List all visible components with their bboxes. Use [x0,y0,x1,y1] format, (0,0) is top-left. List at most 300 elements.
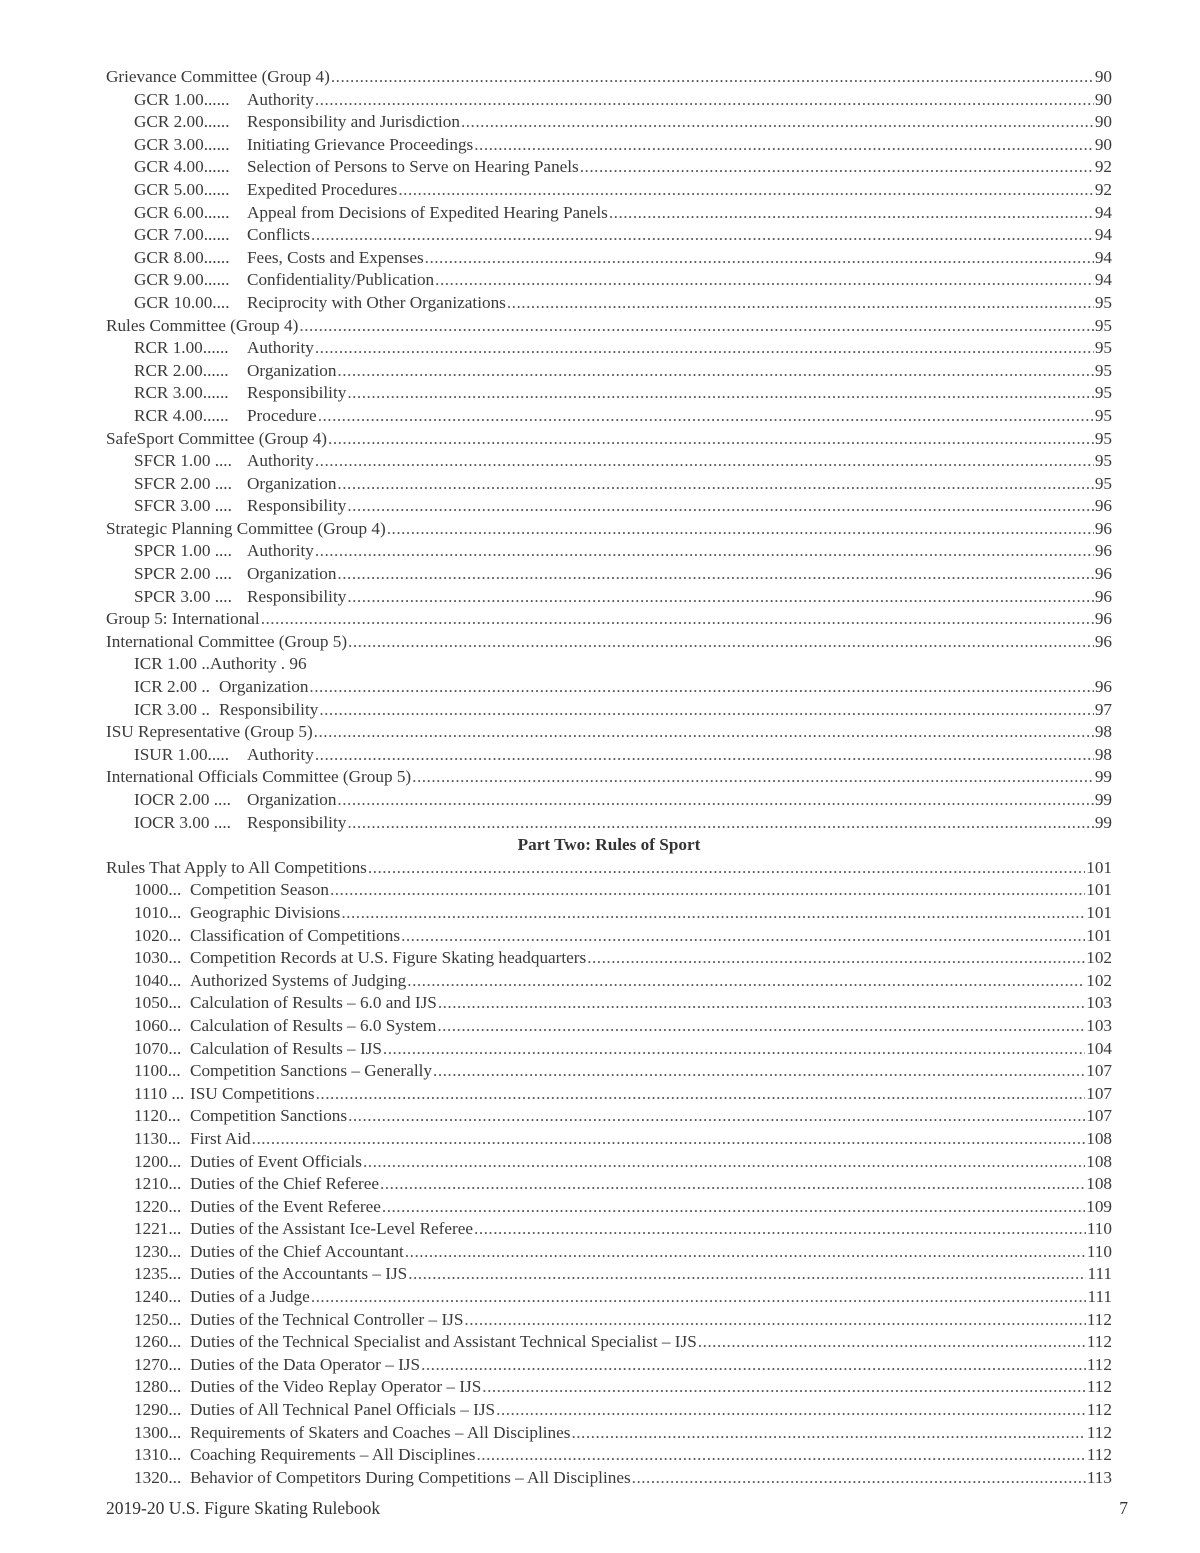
toc-rule-entry[interactable] [106,89,1112,112]
toc-entry-title: Confidentiality/Publication [247,270,435,290]
toc-page-number: 95 [1094,428,1112,448]
toc-entry-title: Authority [247,89,314,109]
toc-rule-entry[interactable] [106,879,1112,902]
dot-leader [330,879,1085,902]
toc-entry-title: International Committee (Group 5) [106,631,348,651]
toc-page-number: . 96 [280,654,307,674]
toc-rule-code: SFCR 1.00 .... [134,451,232,471]
toc-page-number: 95 [1094,383,1112,403]
toc-entry-title: Authority [247,541,314,561]
toc-page-number: 97 [1094,699,1112,719]
toc-rule-code: GCR 2.00...... [134,112,230,132]
dot-leader [315,540,1094,563]
dot-leader [412,766,1094,789]
dot-leader [337,789,1093,812]
toc-rule-entry[interactable] [106,1218,1112,1241]
toc-page-number: 98 [1094,744,1112,764]
toc-entry-title: Organization [247,360,337,380]
toc-entry-title: Competition Season [190,880,329,900]
toc-rule-code: SPCR 3.00 .... [134,586,232,606]
dot-leader [261,608,1094,631]
toc-page-number: 101 [1086,925,1112,945]
toc-rule-code: ISUR 1.00..... [134,744,230,764]
toc-page-number: 113 [1086,1467,1112,1487]
toc-rule-entry[interactable] [106,382,1112,405]
dot-leader [347,495,1093,518]
dot-leader [507,292,1094,315]
toc-page-number: 96 [1094,631,1112,651]
toc-rule-code: 1270... [134,1354,182,1374]
toc-rule-entry[interactable] [106,563,1112,586]
toc-rule-entry[interactable] [106,1399,1112,1422]
dot-leader [319,699,1093,722]
dot-leader [315,450,1094,473]
dot-leader [405,1241,1086,1264]
toc-page-number: 94 [1094,225,1112,245]
toc-rule-code: 1200... [134,1151,182,1171]
toc-rule-entry[interactable] [106,1241,1112,1264]
dot-leader [496,1399,1086,1422]
toc-rule-entry[interactable] [106,1354,1112,1377]
toc-entry-title: Initiating Grievance Proceedings [247,134,474,154]
toc-rule-entry[interactable] [106,111,1112,134]
toc-rule-entry[interactable] [106,902,1112,925]
toc-entry-title: Calculation of Results – 6.0 and IJS [190,993,437,1013]
toc-rule-entry[interactable] [106,1015,1112,1038]
toc-rule-code: SPCR 1.00 .... [134,541,232,561]
toc-rule-code: RCR 3.00...... [134,383,229,403]
toc-rule-entry[interactable] [106,812,1112,835]
toc-page-number: 101 [1086,857,1112,877]
toc-page-number: 92 [1094,179,1112,199]
toc-page-number: 96 [1094,609,1112,629]
toc-entry-title: Organization [247,473,337,493]
dot-leader [632,1467,1086,1490]
dot-leader [571,1422,1085,1445]
toc-rule-entry[interactable] [106,1422,1112,1445]
dot-leader [425,247,1094,270]
toc-rule-entry[interactable] [106,653,1112,676]
toc-entry-title: Authority [247,338,314,358]
dot-leader [401,925,1085,948]
toc-entry-title: Duties of the Technical Specialist and Assistant Technical Specialist – IJS [190,1332,697,1352]
toc-entry-title: Competition Records at U.S. Figure Skating headquarters [190,948,587,968]
toc-page-number: 96 [1094,496,1112,516]
toc-entry-title: Duties of the Event Referee [190,1196,381,1216]
toc-entry-title: Authority [209,654,277,674]
toc-entry-title: Duties of the Technical Controller – IJS [190,1309,464,1329]
dot-leader [380,1173,1085,1196]
toc-entry-title: Group 5: International [106,609,260,629]
toc-page-number: 101 [1086,902,1112,922]
dot-leader [464,1309,1085,1332]
toc-rule-code: RCR 1.00...... [134,338,229,358]
dot-leader [363,1151,1085,1174]
toc-entry-title: Conflicts [247,225,311,245]
dot-leader [461,111,1094,134]
toc-page-number: 112 [1086,1332,1112,1352]
toc-rule-code: 1280... [134,1377,182,1397]
toc-rule-code: IOCR 3.00 .... [134,812,231,832]
toc-section-entry[interactable] [106,608,1112,631]
toc-section-entry[interactable] [106,66,1112,89]
toc-entry-title: Organization [247,790,337,809]
dot-leader [318,405,1094,428]
toc-page-number: 96 [1094,677,1112,697]
dot-leader [382,1196,1085,1219]
toc-rule-entry[interactable] [106,1105,1112,1128]
toc-page-number: 96 [1094,586,1112,606]
dot-leader [315,744,1094,767]
toc-rule-code: GCR 4.00...... [134,157,230,177]
toc-entry-title: Responsibility [247,812,347,832]
dot-leader [482,1376,1086,1399]
toc-page-number: 95 [1094,405,1112,425]
toc-section-entry[interactable] [106,518,1112,541]
dot-leader [347,812,1093,835]
toc-entry-title: Duties of Event Officials [190,1151,362,1171]
dot-leader [408,1263,1086,1286]
dot-leader [474,134,1094,157]
toc-rule-code: RCR 2.00...... [134,360,229,380]
dot-leader [252,1128,1086,1151]
toc-entry-title: Procedure [247,405,317,425]
toc-page-number: 104 [1086,1038,1112,1058]
toc-rule-code: 1310... [134,1445,182,1465]
toc-rule-entry[interactable] [106,1263,1112,1286]
toc-entry-title: Fees, Costs and Expenses [247,247,424,267]
toc-rule-entry[interactable] [106,224,1112,247]
toc-entry-title: ISU Competitions [190,1083,315,1103]
toc-page-number: 112 [1086,1422,1112,1442]
toc-page-number: 95 [1094,315,1112,335]
toc-rule-entry[interactable] [106,1151,1112,1174]
toc-section-entry[interactable] [106,631,1112,654]
toc-page-number: 94 [1094,247,1112,267]
dot-leader [368,857,1085,880]
toc-rule-entry[interactable] [106,292,1112,315]
dot-leader [398,179,1093,202]
toc-entry-title: Behavior of Competitors During Competitions – All Disciplines [190,1467,631,1487]
toc-entry-title: Grievance Committee (Group 4) [106,67,330,86]
toc-rule-code: 1235... [134,1264,182,1284]
toc-rule-code: 1110 ... [134,1083,185,1103]
toc-page-number: 90 [1094,134,1112,154]
toc-rule-code: ICR 1.00 .. [134,654,210,674]
toc-page-number: 112 [1086,1309,1112,1329]
toc-rule-entry[interactable] [106,1376,1112,1399]
toc-entry-title: International Officials Committee (Group 5) [106,767,412,787]
dot-leader [609,202,1094,225]
toc-rule-code: IOCR 2.00 .... [134,790,231,809]
toc-rule-code: GCR 6.00...... [134,202,230,222]
toc-page-number: 95 [1094,473,1112,493]
toc-rule-entry[interactable] [106,202,1112,225]
toc-entry-title: Rules That Apply to All Competitions [106,857,367,877]
toc-entry-title: Reciprocity with Other Organizations [247,292,506,312]
toc-page-number: 112 [1086,1377,1112,1397]
toc-entry-title: Rules Committee (Group 4) [106,315,299,335]
toc-entry-title: Selection of Persons to Serve on Hearing Panels [247,157,579,177]
toc-rule-code: 1320... [134,1467,182,1487]
toc-rule-code: RCR 4.00...... [134,405,229,425]
toc-page-number: 96 [1094,518,1112,538]
dot-leader [698,1331,1086,1354]
toc-section-entry[interactable] [106,428,1112,451]
toc-page-number: 92 [1094,157,1112,177]
toc-rule-code: ICR 3.00 .. [134,699,210,719]
dot-leader [315,337,1094,360]
toc-rule-entry[interactable] [106,699,1112,722]
toc-rule-code: 1300... [134,1422,182,1442]
toc-rule-code: 1060... [134,1015,182,1035]
toc-rule-entry[interactable] [106,947,1112,970]
dot-leader [383,1038,1085,1061]
toc-page-number: 99 [1094,790,1112,809]
toc-rule-code: SFCR 2.00 .... [134,473,232,493]
dot-leader [435,269,1094,292]
toc-rule-entry[interactable] [106,744,1112,767]
toc-page-number: 103 [1086,1015,1112,1035]
toc-entry-title: Calculation of Results – IJS [190,1038,382,1058]
toc-page-number: 95 [1094,338,1112,358]
toc-entry-title: Duties of the Assistant Ice-Level Referee [190,1219,474,1239]
dot-leader [348,631,1094,654]
dot-leader [421,1354,1086,1377]
toc-rule-code: 1070... [134,1038,182,1058]
toc-rule-entry[interactable] [106,1309,1112,1332]
toc-page-number: 103 [1086,993,1112,1013]
toc-entry-title: Duties of the Chief Accountant [190,1241,404,1261]
toc-entry-title: Duties of the Data Operator – IJS [190,1354,421,1374]
toc-entry-title: Duties of a Judge [190,1287,310,1307]
toc-rule-code: ICR 2.00 .. [134,677,210,697]
toc-entry-title: Authorized Systems of Judging [190,970,407,990]
toc-page-number: 108 [1086,1151,1112,1171]
toc-rule-code: 1040... [134,970,182,990]
toc-rule-code: 1220... [134,1196,182,1216]
toc-rule-code: GCR 1.00...... [134,89,230,109]
toc-page-number: 107 [1086,1083,1112,1103]
toc-rule-entry[interactable] [106,179,1112,202]
toc-rule-entry[interactable] [106,405,1112,428]
toc-entry-title: Strategic Planning Committee (Group 4) [106,518,386,538]
toc-page-number: 96 [1094,564,1112,584]
toc-rule-entry[interactable] [106,789,1112,812]
toc-rules-of-sport-list [106,857,1112,1490]
toc-section-entry[interactable] [106,721,1112,744]
toc-page-number: 95 [1094,292,1112,312]
toc-rule-entry[interactable] [106,134,1112,157]
toc-page-number: 111 [1087,1287,1112,1307]
toc-page-number: 112 [1086,1400,1112,1420]
toc-rule-entry[interactable] [106,1286,1112,1309]
dot-leader [347,586,1093,609]
dot-leader [328,428,1094,451]
toc-entry-title: ISU Representative (Group 5) [106,722,313,742]
toc-rule-code: 1000... [134,880,182,900]
toc-rule-code: 1010... [134,902,182,922]
toc-page-number: 96 [1094,541,1112,561]
toc-section-entry[interactable] [106,766,1112,789]
toc-page-number: 112 [1086,1354,1112,1374]
toc-rule-entry[interactable] [106,992,1112,1015]
toc-rule-entry[interactable] [106,156,1112,179]
page-footer [106,1498,1128,1519]
toc-rule-entry[interactable] [106,676,1112,699]
toc-rule-entry[interactable] [106,540,1112,563]
toc-entry-title: Competition Sanctions – Generally [190,1061,433,1081]
toc-rule-code: GCR 10.00.... [134,292,230,312]
toc-page-number: 99 [1094,812,1112,832]
toc-entry-title: Competition Sanctions [190,1106,348,1126]
dot-leader [315,89,1094,112]
dot-leader [587,947,1085,970]
toc-rule-entry[interactable] [106,495,1112,518]
toc-rule-code: GCR 9.00...... [134,270,230,290]
toc-entry-title: Authority [247,744,314,764]
toc-entry-title: Responsibility and Jurisdiction [247,112,460,132]
toc-rule-code: GCR 3.00...... [134,134,230,154]
toc-entry-title: First Aid [190,1128,251,1148]
toc-page-number: 95 [1094,360,1112,380]
toc-rule-entry[interactable] [106,1083,1112,1106]
toc-group-4-5-list [106,66,1112,834]
toc-rule-entry[interactable] [106,1038,1112,1061]
toc-entry-title: Expedited Procedures [247,179,398,199]
toc-rule-entry[interactable] [106,1331,1112,1354]
dot-leader [299,315,1093,338]
toc-rule-code: 1030... [134,948,182,968]
dot-leader [348,1105,1085,1128]
toc-rule-entry[interactable] [106,1060,1112,1083]
dot-leader [331,66,1094,89]
toc-rule-code: GCR 7.00...... [134,225,230,245]
toc-entry-title: Duties of the Chief Referee [190,1174,379,1194]
toc-entry-title: Duties of All Technical Panel Officials – IJS [190,1400,496,1420]
dot-leader [309,676,1093,699]
dot-leader [387,518,1094,541]
toc-page-number: 107 [1086,1061,1112,1081]
toc-page-number: 102 [1086,970,1112,990]
toc-rule-code: GCR 8.00...... [134,247,230,267]
toc-rule-entry[interactable] [106,970,1112,993]
toc-page-number: 90 [1094,112,1112,132]
toc-entry-title: Responsibility [247,586,347,606]
toc-rule-code: 1221... [134,1219,182,1239]
toc-rule-code: 1020... [134,925,182,945]
toc-rule-entry[interactable] [106,450,1112,473]
toc-rule-code: 1100... [134,1061,181,1081]
toc-page-number: 94 [1094,202,1112,222]
toc-section-entry[interactable] [106,857,1112,880]
toc-entry-title: Responsibility [247,496,347,516]
dot-leader [337,360,1093,383]
toc-entry-title: Responsibility [219,699,319,719]
toc-entry-title: Coaching Requirements – All Disciplines [190,1445,476,1465]
toc-rule-entry[interactable] [106,269,1112,292]
toc-rule-code: 1130... [134,1128,181,1148]
toc-rule-code: 1120... [134,1106,181,1126]
toc-page-number: 110 [1086,1241,1112,1261]
toc-entry-title: Responsibility [247,383,347,403]
toc-rule-entry[interactable] [106,1467,1112,1490]
toc-entry-title: Authority [247,451,314,471]
toc-entry-title: SafeSport Committee (Group 4) [106,428,328,448]
toc-page-number: 99 [1094,767,1112,787]
toc-page-number: 107 [1086,1106,1112,1126]
footer-page-number: 7 [1119,1498,1128,1518]
dot-leader [337,473,1093,496]
toc-page-number: 108 [1086,1174,1112,1194]
toc-rule-entry[interactable] [106,925,1112,948]
toc-page-number: 90 [1094,89,1112,109]
toc-rule-code: 1260... [134,1332,182,1352]
dot-leader [337,563,1093,586]
toc-page-number: 101 [1086,880,1112,900]
toc-page-number: 95 [1094,451,1112,471]
toc-entry-title: Classification of Competitions [190,925,401,945]
dot-leader [347,382,1093,405]
toc-rule-entry[interactable] [106,1128,1112,1151]
footer-book-title: 2019-20 U.S. Figure Skating Rulebook [106,1498,381,1518]
toc-rule-code: SFCR 3.00 .... [134,496,232,516]
toc-rule-code: 1290... [134,1400,182,1420]
toc-rule-code: SPCR 2.00 .... [134,564,232,584]
toc-page-number: 109 [1086,1196,1112,1216]
toc-rule-entry[interactable] [106,360,1112,383]
dot-leader [316,1083,1086,1106]
toc-rule-entry[interactable] [106,1444,1112,1467]
toc-entry-title: Appeal from Decisions of Expedited Hearing Panels [247,202,608,222]
toc-entry-title: Duties of the Video Replay Operator – IJS [190,1377,482,1397]
toc-entry-title: Duties of the Accountants – IJS [190,1264,408,1284]
dot-leader [437,1015,1085,1038]
toc-rule-code: 1240... [134,1287,182,1307]
toc-rule-code: 1210... [134,1174,182,1194]
toc-entry-title: Calculation of Results – 6.0 System [190,1015,437,1035]
toc-rule-entry[interactable] [106,337,1112,360]
toc-entry-title: Organization [219,677,309,697]
dot-leader [474,1218,1086,1241]
toc-rule-code: 1230... [134,1241,182,1261]
toc-rule-entry[interactable] [106,473,1112,496]
toc-page-number: 111 [1087,1264,1112,1284]
toc-rule-code: 1250... [134,1309,182,1329]
dot-leader [433,1060,1085,1083]
toc-page-number: 108 [1086,1128,1112,1148]
toc-page-number: 90 [1094,67,1112,86]
toc-entry-title: Requirements of Skaters and Coaches – All Disciplines [190,1422,571,1442]
toc-page-number: 98 [1094,722,1112,742]
dot-leader [314,721,1094,744]
toc-rule-code: 1050... [134,993,182,1013]
dot-leader [311,224,1094,247]
toc-rule-entry[interactable] [106,1196,1112,1219]
dot-leader [407,970,1085,993]
toc-page-number: 112 [1086,1445,1112,1465]
toc-page-number: 94 [1094,270,1112,290]
toc-rule-entry[interactable] [106,586,1112,609]
dot-leader [341,902,1085,925]
toc-section-entry[interactable] [106,315,1112,338]
dot-leader [476,1444,1085,1467]
toc-rule-entry[interactable] [106,1173,1112,1196]
dot-leader [311,1286,1087,1309]
toc-rule-entry[interactable] [106,247,1112,270]
table-of-contents [106,66,1112,1489]
toc-page-number: 110 [1086,1219,1112,1239]
